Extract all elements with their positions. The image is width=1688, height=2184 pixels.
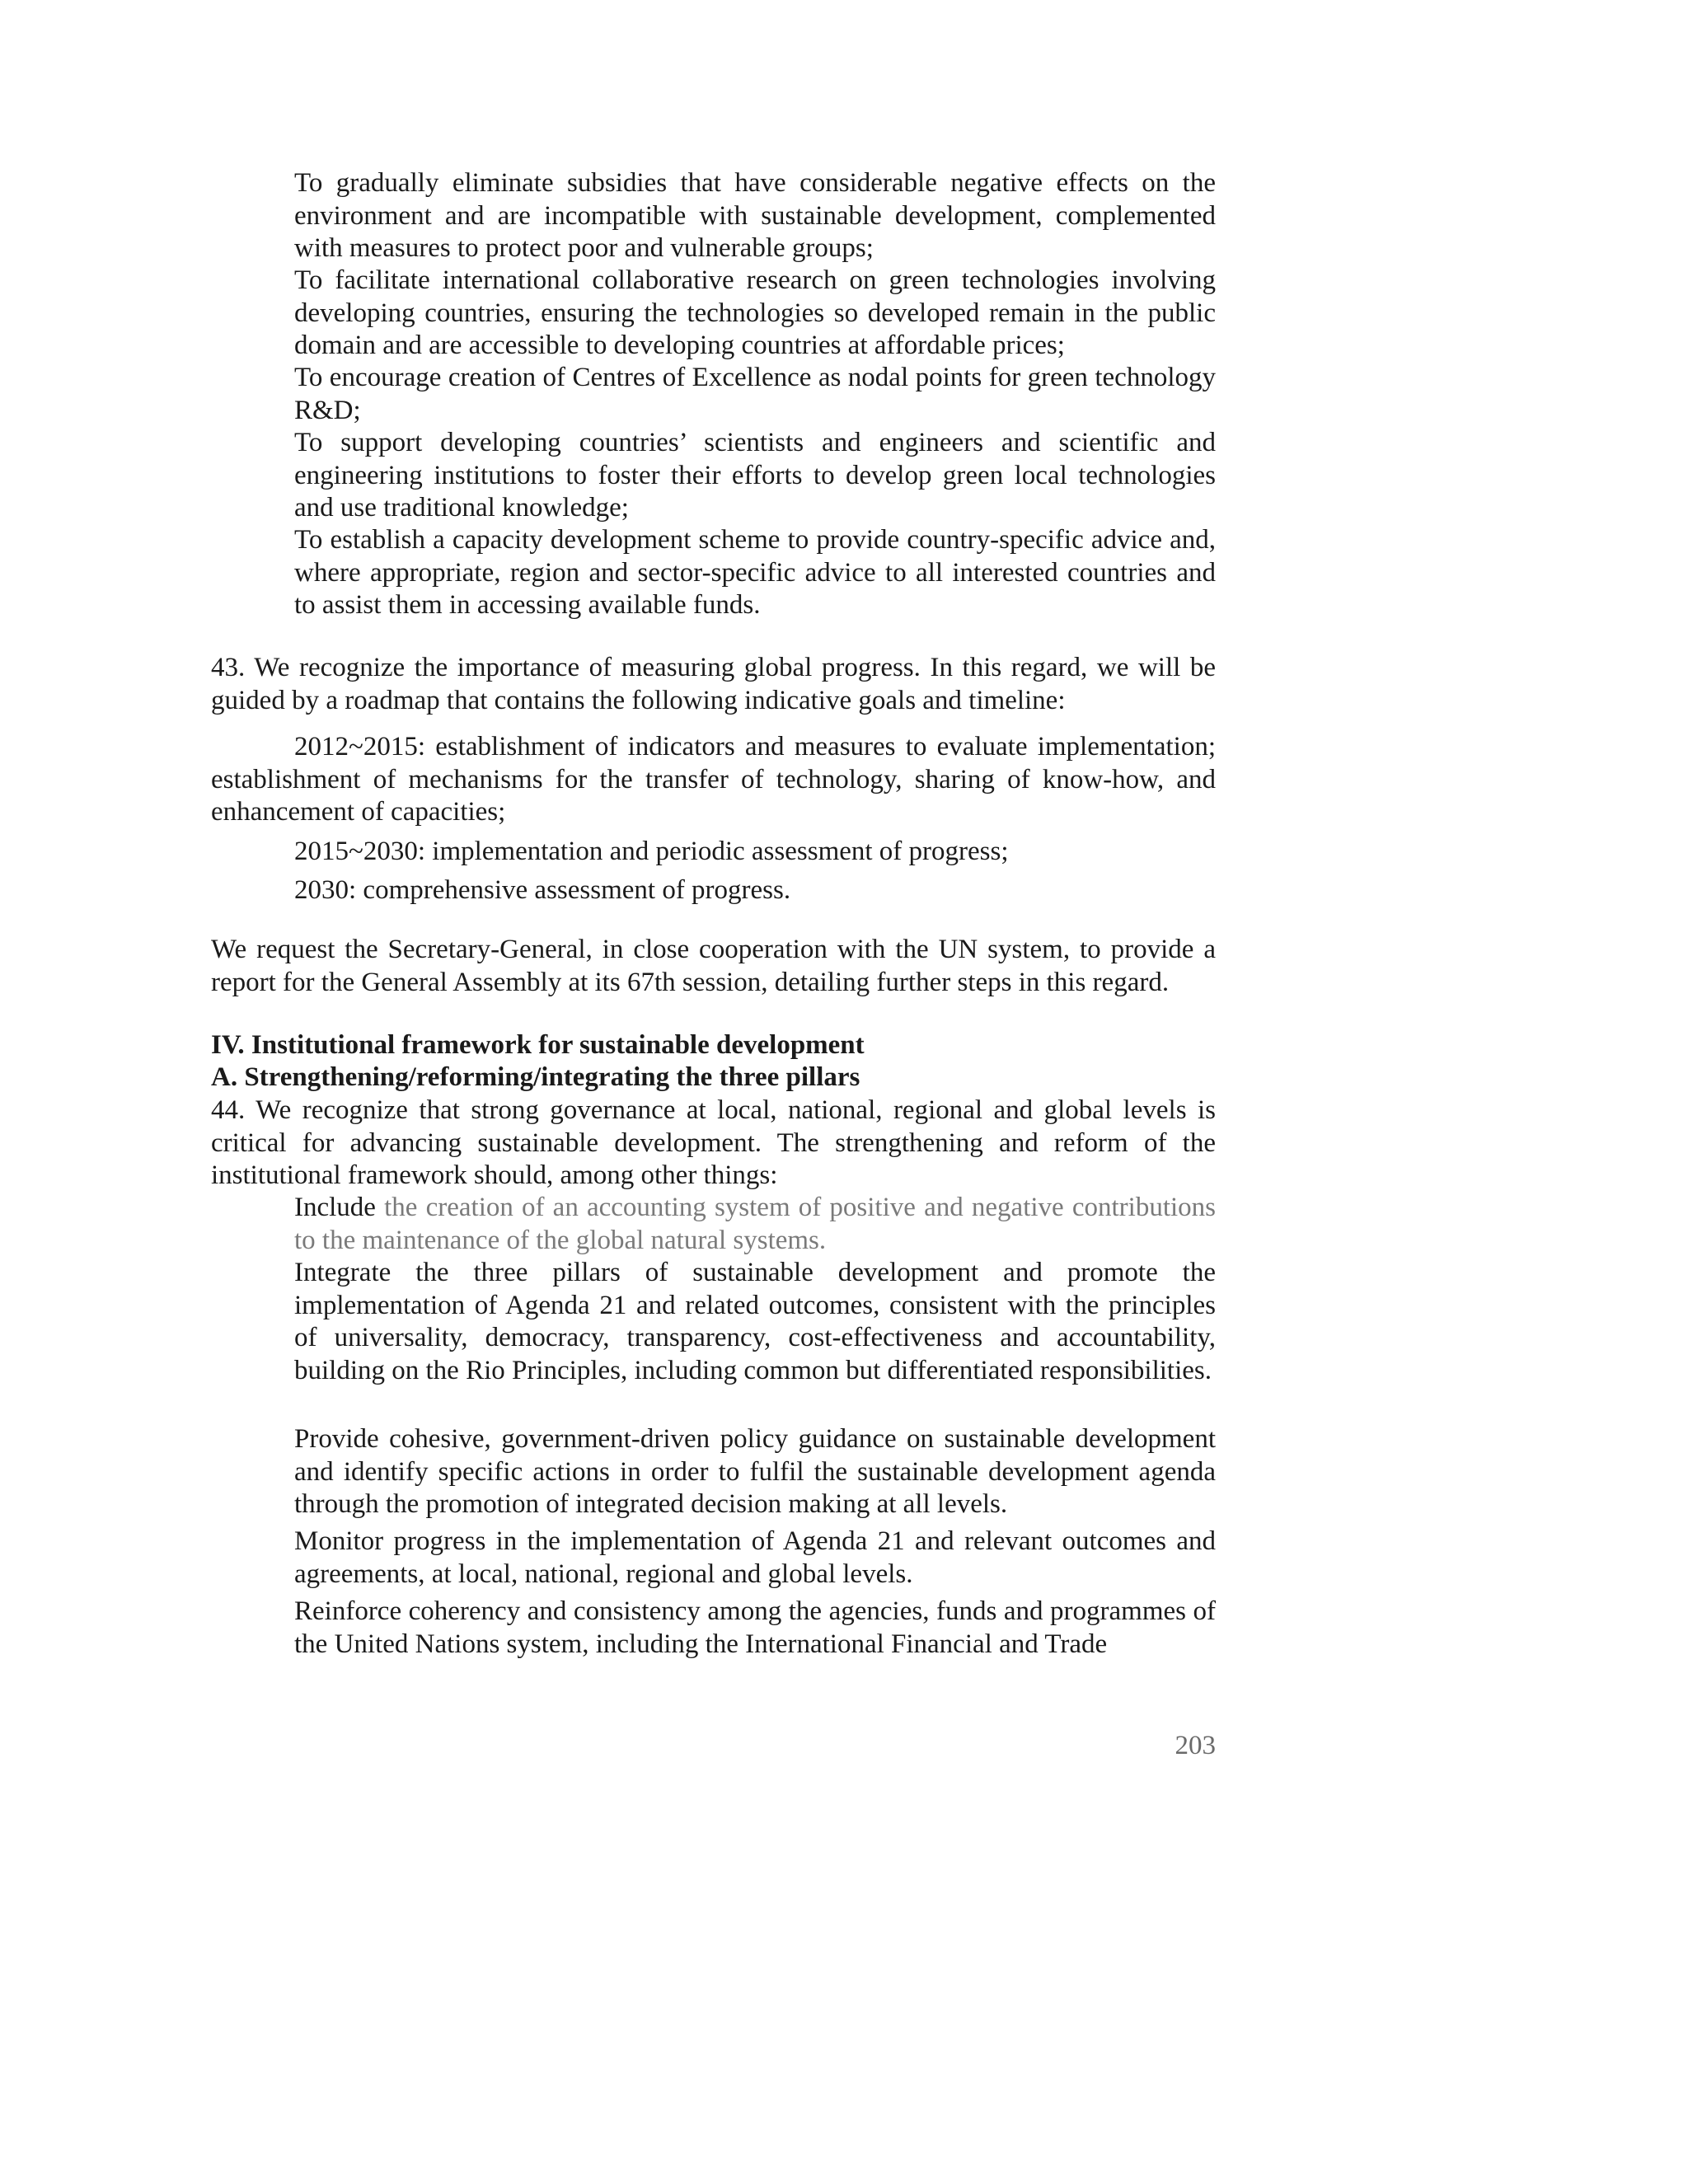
timeline-2012-2015: 2012~2015: establishment of indicators and measures to evaluate implementation; establishment of mechanisms for the transfer of technology, sharing of know-how, and enhancement of capacities; <box>211 732 1216 827</box>
paragraph-44: 44. We recognize that strong governance at local, national, regional and global levels is critical for advancing sustainable development. The strengthening and reform of the institutional framework should, among other things: <box>211 1095 1216 1190</box>
timeline-2015-2030: 2015~2030: implementation and periodic assessment of progress; <box>294 837 1009 866</box>
section-heading: IV. Institutional framework for sustainable development <box>211 1030 865 1060</box>
item-reinforce-coherency: Reinforce coherency and consistency among the agencies, funds and programmes of the United Nations system, including the International Financial and Trade <box>294 1596 1216 1659</box>
bullet-collaborative-research: To facilitate international collaborative research on green technologies involving developing countries, ensuring the technologies so developed remain in the public domain and are accessible to developing countries at affordable prices; <box>294 265 1216 360</box>
item-include-lead: Include <box>294 1193 376 1222</box>
page-number: 203 <box>1175 1731 1216 1760</box>
bullet-subsidies: To gradually eliminate subsidies that have considerable negative effects on the environment and are incompatible with sustainable development, complemented with measures to protect poor and vulnerable groups; <box>294 168 1216 263</box>
item-integrate-pillars: Integrate the three pillars of sustainable development and promote the implementation of Agenda 21 and related outcomes, consistent with the principles of universality, democracy, transparency, cost-effectiveness and accountability, building on the Rio Principles, including common but differentiated responsibilities. <box>294 1258 1216 1385</box>
item-monitor-progress: Monitor progress in the implementation of Agenda 21 and relevant outcomes and agreements, at local, national, regional and global levels. <box>294 1526 1216 1589</box>
item-policy-guidance: Provide cohesive, government-driven policy guidance on sustainable development and identify specific actions in order to fulfil the sustainable development agenda through the promotion of integrated decision making at all levels. <box>294 1424 1216 1519</box>
bullet-support-scientists: To support developing countries’ scientists and engineers and scientific and engineering institutions to foster their efforts to develop green local technologies and use traditional knowledge; <box>294 428 1216 523</box>
item-include <box>294 1192 1216 1257</box>
bullet-centres-of-excellence: To encourage creation of Centres of Excellence as nodal points for green technology R&D; <box>294 363 1216 425</box>
paragraph-43: 43. We recognize the importance of measuring global progress. In this regard, we will be guided by a roadmap that contains the following indicative goals and timeline: <box>211 653 1216 715</box>
timeline-2030: 2030: comprehensive assessment of progress. <box>294 875 791 905</box>
subsection-heading: A. Strengthening/reforming/integrating the three pillars <box>211 1062 860 1092</box>
item-include-rest: the creation of an accounting system of positive and negative contributions to the maintenance of the global natural systems. <box>294 1193 1216 1255</box>
bullet-capacity-scheme: To establish a capacity development scheme to provide country-specific advice and, where appropriate, region and sector-specific advice to all interested countries and to assist them in accessing available funds. <box>294 525 1216 620</box>
paragraph-request: We request the Secretary-General, in close cooperation with the UN system, to provide a report for the General Assembly at its 67th session, detailing further steps in this regard. <box>211 935 1216 997</box>
